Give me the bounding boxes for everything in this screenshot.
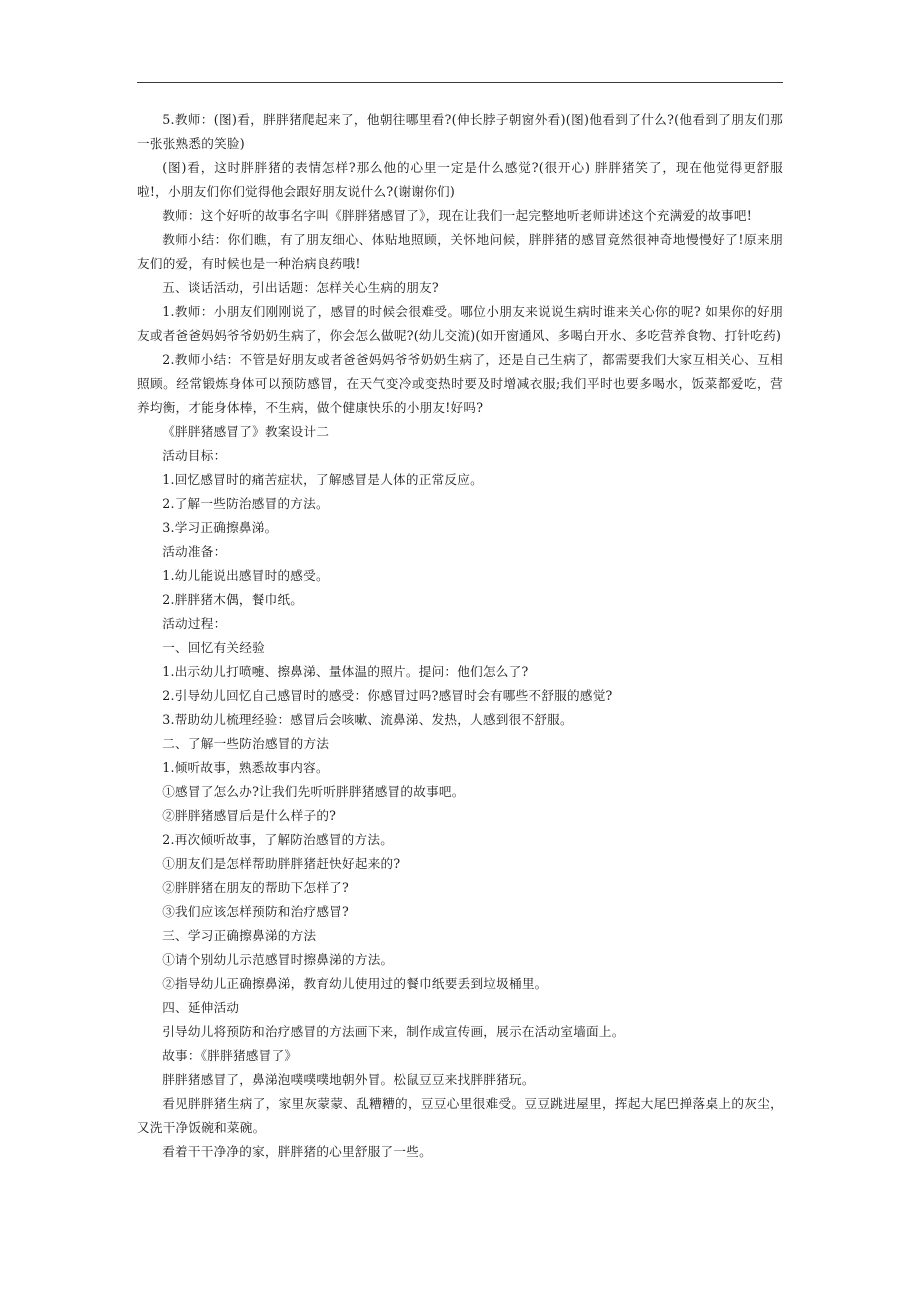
section-heading: 五、谈话活动，引出话题：怎样关心生病的朋友? <box>162 280 439 295</box>
section-heading: 二、了解一些防治感冒的方法 <box>162 736 330 751</box>
paragraph: 教师：这个好听的故事名字叫《胖胖猪感冒了》，现在让我们一起完整地听老师讲述这个充满爱的故事吧! <box>162 208 753 223</box>
paragraph: 5.教师：(图)看，胖胖猪爬起来了，他朝往哪里看?(伸长脖子朝窗外看)(图)他看到了什么?(他看到了朋友们那一张张熟悉的笑脸) <box>137 112 783 151</box>
paragraph: 引导幼儿将预防和治疗感冒的方法画下来，制作成宣传画，展示在活动室墙面上。 <box>162 1024 625 1039</box>
list-item: 2.再次倾听故事，了解防治感冒的方法。 <box>162 832 394 847</box>
paragraph: 看见胖胖猪生病了，家里灰蒙蒙、乱糟糟的，豆豆心里很难受。豆豆跳进屋里，挥起大尾巴掸落桌上的灰尘，又洗干净饭碗和菜碗。 <box>137 1096 783 1135</box>
list-item: 1.回忆感冒时的痛苦症状，了解感冒是人体的正常反应。 <box>162 472 483 487</box>
paragraph: 1.教师：小朋友们刚刚说了，感冒的时候会很难受。哪位小朋友来说说生病时谁来关心你的呢? 如果你的好朋友或者爸爸妈妈爷爷奶奶生病了，你会怎么做呢?(幼儿交流)(如开窗通风、多喝白开水、多吃营养食物、打针吃药) <box>137 304 783 343</box>
list-item: 2.胖胖猪木偶，餐巾纸。 <box>162 592 304 607</box>
section-heading: 三、学习正确擦鼻涕的方法 <box>162 928 317 943</box>
list-item: ①感冒了怎么办?让我们先听听胖胖猪感冒的故事吧。 <box>162 784 465 799</box>
list-item: 3.学习正确擦鼻涕。 <box>162 520 278 535</box>
paragraph: 2.教师小结：不管是好朋友或者爸爸妈妈爷爷奶奶生病了，还是自己生病了，都需要我们大家互相关心、互相照顾。经常锻炼身体可以预防感冒，在天气变冷或变热时要及时增减衣服;我们平时也要多喝水，饭菜都爱吃，营养均衡，才能身体棒，不生病，做个健康快乐的小朋友!好吗? <box>137 352 783 415</box>
section-heading: 四、延伸活动 <box>162 1000 240 1015</box>
paragraph: 教师小结：你们瞧，有了朋友细心、体贴地照顾，关怀地问候，胖胖猪的感冒竟然很神奇地慢慢好了!原来朋友们的爱，有时候也是一种治病良药哦! <box>137 232 783 271</box>
paragraph: (图)看，这时胖胖猪的表情怎样?那么他的心里一定是什么感觉?(很开心) 胖胖猪笑了，现在他觉得更舒服啦!，小朋友们你们觉得他会跟好朋友说什么?(谢谢你们) <box>137 160 783 199</box>
header-rule <box>137 82 783 83</box>
document-subtitle: 《胖胖猪感冒了》教案设计二 <box>162 424 330 439</box>
list-item: ②胖胖猪感冒后是什么样子的? <box>162 808 337 823</box>
list-item: ②胖胖猪在朋友的帮助下怎样了? <box>162 880 350 895</box>
document-body <box>137 108 783 1164</box>
section-heading: 一、回忆有关经验 <box>162 640 265 655</box>
list-item: 2.了解一些防治感冒的方法。 <box>162 496 329 511</box>
list-item: ①请个别幼儿示范感冒时擦鼻涕的方法。 <box>162 952 394 967</box>
list-item: 2.引导幼儿回忆自己感冒时的感受：你感冒过吗?感冒时会有哪些不舒服的感觉? <box>162 688 613 703</box>
paragraph: 胖胖猪感冒了，鼻涕泡噗噗噗地朝外冒。松鼠豆豆来找胖胖猪玩。 <box>162 1072 535 1087</box>
list-item: 1.出示幼儿打喷嚏、擦鼻涕、量体温的照片。提问：他们怎么了? <box>162 664 529 679</box>
paragraph: 看着干干净净的家，胖胖猪的心里舒服了一些。 <box>162 1144 432 1159</box>
list-item: 1.倾听故事，熟悉故事内容。 <box>162 760 329 775</box>
section-heading: 活动目标： <box>162 448 227 463</box>
section-heading: 活动过程： <box>162 616 227 631</box>
list-item: 3.帮助幼儿梳理经验：感冒后会咳嗽、流鼻涕、发热，人感到很不舒服。 <box>162 712 573 727</box>
story-title: 故事：《胖胖猪感冒了》 <box>162 1048 298 1063</box>
section-heading: 活动准备： <box>162 544 227 559</box>
list-item: 1.幼儿能说出感冒时的感受。 <box>162 568 329 583</box>
list-item: ①朋友们是怎样帮助胖胖猪赶快好起来的? <box>162 856 401 871</box>
list-item: ②指导幼儿正确擦鼻涕，教育幼儿使用过的餐巾纸要丢到垃圾桶里。 <box>162 976 548 991</box>
list-item: ③我们应该怎样预防和治疗感冒? <box>162 904 350 919</box>
